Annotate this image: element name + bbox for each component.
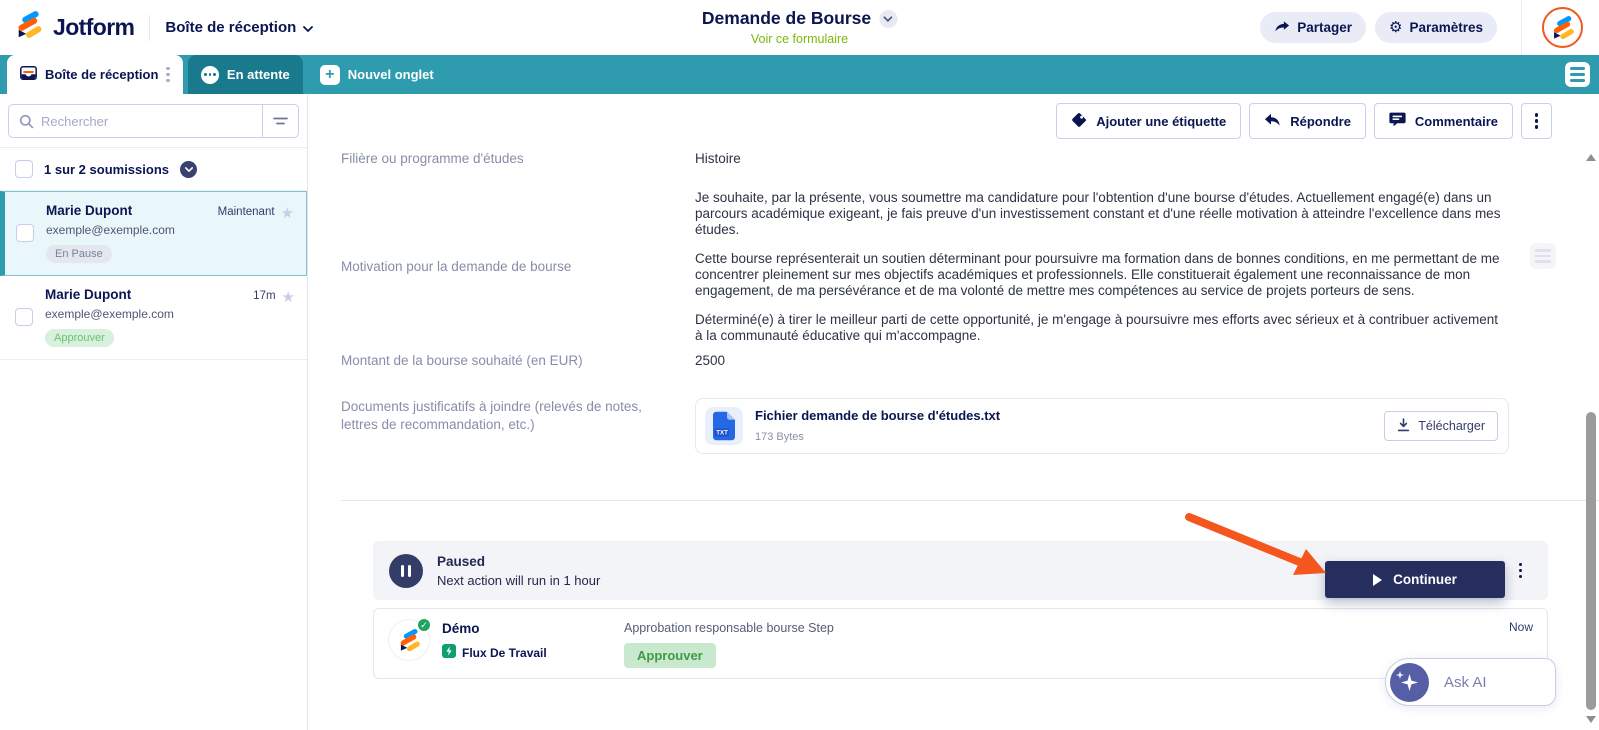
form-title-chevron-icon[interactable] bbox=[879, 10, 897, 28]
field-value bbox=[695, 190, 1599, 344]
motivation-paragraph: Je souhaite, par la présente, vous soumettre ma candidature pour l'obtention d'une bourse d'études. Actuellement engagé(e) dans un parcours académique exigeant, je fais preuve d'un investissement constant et d'une réelle motivation à atteindre l'excellence dans mes études. bbox=[695, 190, 1501, 237]
workflow-icon bbox=[442, 644, 456, 661]
submission-checkbox[interactable] bbox=[15, 308, 33, 326]
tab-inbox-label: Boîte de réception bbox=[45, 67, 159, 82]
continue-button[interactable] bbox=[1325, 561, 1505, 598]
workflow-step-card bbox=[373, 608, 1548, 679]
view-form-link[interactable]: Voir ce formulaire bbox=[750, 32, 849, 46]
jotform-logo-icon bbox=[14, 10, 44, 45]
reply-button[interactable] bbox=[1249, 103, 1366, 139]
field-row bbox=[341, 352, 1599, 370]
submissions-count-row bbox=[0, 148, 307, 191]
submission-time: Maintenant bbox=[217, 206, 275, 218]
approve-action-badge[interactable]: Approuver bbox=[624, 643, 716, 668]
add-tag-label: Ajouter une étiquette bbox=[1096, 113, 1227, 129]
detail-toolbar bbox=[308, 94, 1599, 148]
settings-label: Paramètres bbox=[1409, 20, 1483, 35]
tab-new[interactable] bbox=[307, 55, 447, 94]
scroll-up-icon[interactable] bbox=[1586, 154, 1596, 161]
submitter-name: Marie Dupont bbox=[45, 287, 132, 302]
scrollbar-thumb[interactable] bbox=[1586, 412, 1596, 710]
field-label: Montant de la bourse souhaité (en EUR) bbox=[341, 353, 583, 368]
status-badge: En Pause bbox=[46, 245, 112, 263]
tab-bar bbox=[0, 55, 1599, 94]
section-divider bbox=[341, 500, 1599, 501]
pause-icon bbox=[389, 554, 423, 588]
submitter-name: Marie Dupont bbox=[46, 203, 133, 218]
settings-button[interactable] bbox=[1375, 12, 1497, 43]
motivation-paragraph: Cette bourse représenterait un soutien déterminant pour poursuivre ma formation dans de bonnes conditions, en me permettant de me concentrer pleinement sur mes objectifs académiques et professionnels. Elle constituerait également une reconnaissance de mon engagement, de ma persévérance et de ma volonté de mettre mes compétences au service de projets porteurs de sens. bbox=[695, 251, 1500, 298]
download-icon bbox=[1397, 418, 1410, 435]
tab-inbox[interactable] bbox=[7, 55, 183, 94]
workspace-selector[interactable] bbox=[165, 19, 313, 36]
header-actions bbox=[1251, 0, 1583, 55]
tab-pending-label: En attente bbox=[226, 67, 290, 82]
txt-file-icon bbox=[705, 407, 743, 445]
search-input[interactable] bbox=[34, 114, 262, 129]
submissions-count-label: 1 sur 2 soumissions bbox=[44, 161, 169, 177]
workflow-step-info bbox=[624, 619, 834, 668]
jotform-logo[interactable] bbox=[14, 10, 134, 45]
workflow-app-avatar bbox=[388, 619, 430, 661]
answers-section bbox=[308, 150, 1599, 679]
workflow-options-icon[interactable] bbox=[1519, 563, 1523, 579]
svg-text:TXT: TXT bbox=[716, 429, 728, 437]
paused-texts bbox=[437, 554, 600, 588]
share-label: Partager bbox=[1297, 20, 1352, 35]
submission-time: 17m bbox=[253, 290, 276, 302]
submission-item[interactable] bbox=[0, 276, 307, 360]
app-header bbox=[0, 0, 1599, 55]
tag-icon bbox=[1071, 112, 1087, 131]
search-icon bbox=[19, 114, 34, 129]
submission-checkbox[interactable] bbox=[16, 224, 34, 242]
field-value bbox=[695, 398, 1599, 454]
paused-title: Paused bbox=[437, 553, 486, 569]
workflow-type-label: Flux De Travail bbox=[462, 645, 547, 660]
plus-icon: + bbox=[320, 65, 340, 85]
comment-button[interactable] bbox=[1374, 103, 1513, 139]
tab-new-label: Nouvel onglet bbox=[347, 67, 434, 82]
comment-icon bbox=[1389, 112, 1406, 130]
star-icon[interactable]: ★ bbox=[280, 205, 294, 222]
field-value: 2500 bbox=[695, 353, 726, 368]
submission-summary bbox=[46, 203, 206, 263]
attachment-name: Fichier demande de bourse d'études.txt bbox=[755, 407, 1001, 423]
add-tag-button[interactable] bbox=[1056, 103, 1241, 139]
content-body bbox=[0, 94, 1599, 730]
check-icon: ✓ bbox=[416, 617, 432, 633]
paused-subtitle: Next action will run in 1 hour bbox=[437, 572, 601, 588]
select-all-checkbox[interactable] bbox=[15, 160, 33, 178]
field-label: Documents justificatifs à joindre (relevés de notes, lettres de recommandation, etc.) bbox=[341, 399, 642, 432]
header-divider bbox=[1521, 0, 1522, 55]
form-header bbox=[702, 8, 897, 46]
workflow-step-name: Approbation responsable bourse Step bbox=[624, 621, 834, 635]
motivation-paragraph: Déterminé(e) à tirer le meilleur parti de cette opportunité, je m'engage à poursuivre mes efforts avec sérieux et à contribuer activement à la communauté éducative qui m'accompagne. bbox=[695, 312, 1498, 343]
chevron-down-icon bbox=[303, 19, 313, 36]
field-row bbox=[341, 398, 1599, 454]
scroll-down-icon[interactable] bbox=[1586, 716, 1596, 723]
comment-label: Commentaire bbox=[1414, 113, 1498, 129]
field-label: Filière ou programme d'études bbox=[341, 151, 524, 166]
submission-detail bbox=[308, 94, 1599, 730]
workflow-app-name: Démo bbox=[442, 621, 480, 636]
field-row bbox=[341, 190, 1599, 344]
submission-meta bbox=[218, 203, 294, 263]
tab-options-icon[interactable] bbox=[166, 67, 170, 83]
chat-dots-icon bbox=[201, 66, 219, 84]
filter-icon bbox=[273, 115, 288, 127]
field-row bbox=[341, 150, 1599, 168]
sparkles-icon bbox=[1390, 663, 1429, 702]
submission-summary bbox=[45, 287, 241, 347]
gear-icon: ⚙ bbox=[1388, 19, 1403, 36]
attachment-size: 173 Bytes bbox=[755, 430, 804, 443]
status-badge: Approuver bbox=[45, 329, 114, 347]
more-options-button[interactable] bbox=[1521, 103, 1552, 139]
page-title: Demande de Bourse bbox=[701, 8, 872, 28]
submitter-email: exemple@exemple.com bbox=[45, 307, 174, 321]
inbox-icon bbox=[20, 66, 37, 83]
workflow-app-info bbox=[442, 619, 584, 661]
download-label: Télécharger bbox=[1418, 419, 1485, 433]
share-button[interactable] bbox=[1260, 12, 1366, 43]
attachment-card bbox=[695, 398, 1509, 454]
submission-meta bbox=[253, 287, 295, 347]
ask-ai-button[interactable] bbox=[1385, 658, 1556, 706]
tab-pending[interactable] bbox=[188, 55, 303, 94]
ask-ai-label: Ask AI bbox=[1444, 673, 1487, 691]
continue-label: Continuer bbox=[1393, 572, 1457, 587]
submission-item[interactable] bbox=[0, 191, 307, 276]
filter-button[interactable] bbox=[262, 105, 298, 137]
reply-icon bbox=[1264, 113, 1281, 130]
field-value: Histoire bbox=[695, 151, 741, 166]
header-divider bbox=[149, 15, 150, 41]
workflow-app-type bbox=[442, 644, 584, 661]
count-chevron-icon[interactable] bbox=[180, 161, 197, 178]
brand-wordmark: Jotform bbox=[53, 14, 135, 40]
attachment-info bbox=[755, 407, 1384, 446]
tab-list-menu-icon[interactable] bbox=[1565, 62, 1590, 87]
search-box bbox=[8, 104, 299, 138]
submitter-email: exemple@exemple.com bbox=[46, 223, 175, 237]
workflow-step-time: Now bbox=[1508, 620, 1533, 634]
kebab-icon bbox=[1535, 113, 1539, 129]
field-label: Motivation pour la demande de bourse bbox=[341, 259, 572, 274]
star-icon[interactable]: ★ bbox=[281, 289, 295, 306]
search-row bbox=[0, 94, 307, 148]
workspace-label: Boîte de réception bbox=[165, 19, 297, 36]
scrollbar[interactable] bbox=[1583, 150, 1599, 730]
share-icon bbox=[1274, 20, 1290, 36]
faded-menu-icon bbox=[1530, 243, 1556, 269]
download-button[interactable] bbox=[1384, 411, 1498, 441]
user-avatar[interactable] bbox=[1542, 7, 1583, 48]
submissions-sidebar bbox=[0, 94, 308, 730]
reply-label: Répondre bbox=[1290, 113, 1351, 129]
play-icon bbox=[1373, 574, 1382, 586]
